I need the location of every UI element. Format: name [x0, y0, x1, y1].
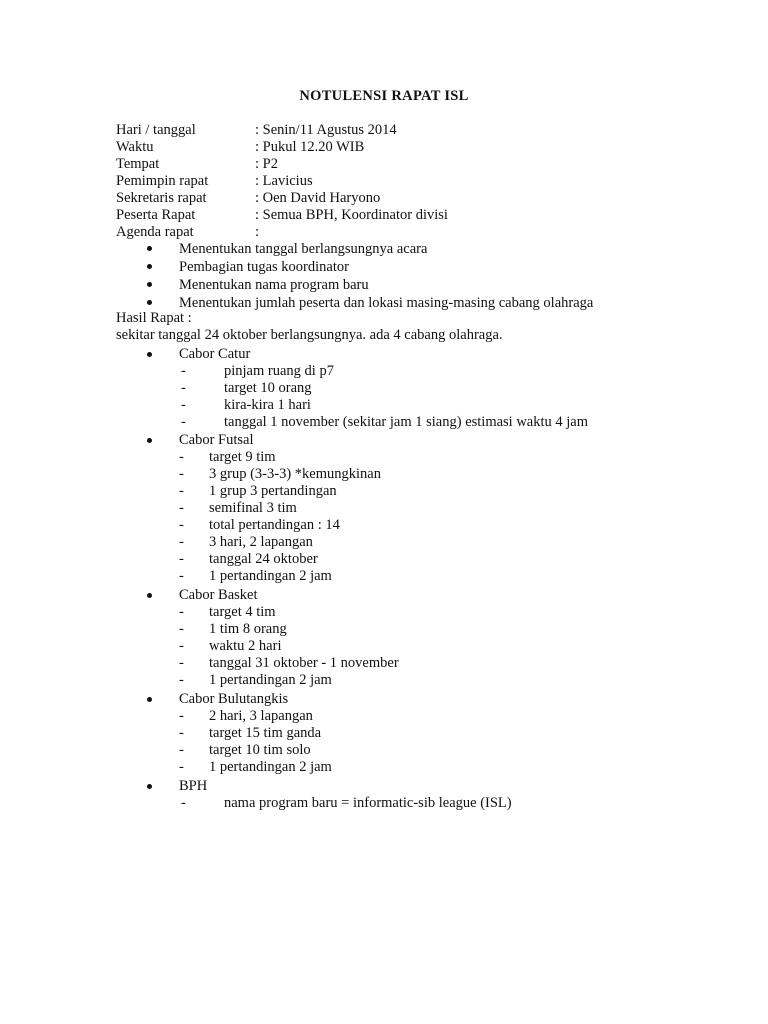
cabor-item: target 10 orang: [224, 380, 312, 396]
dash-icon: -: [179, 725, 184, 741]
bullet-icon: [147, 352, 152, 357]
cabor-item: 1 pertandingan 2 jam: [209, 568, 332, 584]
cabor-item: semifinal 3 tim: [209, 500, 297, 516]
cabor-item: target 9 tim: [209, 449, 276, 465]
dash-icon: -: [179, 672, 184, 688]
cabor-title: Cabor Bulutangkis: [179, 691, 289, 707]
cabor-item: pinjam ruang di p7: [224, 363, 334, 379]
field-value: : Senin/11 Agustus 2014: [255, 122, 397, 138]
agenda-item: Menentukan nama program baru: [179, 277, 369, 293]
cabor-item: 3 hari, 2 lapangan: [209, 534, 313, 550]
bullet-icon: [147, 438, 152, 443]
dash-icon: -: [179, 500, 184, 516]
cabor-title: Cabor Futsal: [179, 432, 254, 448]
bullet-icon: [147, 282, 152, 287]
agenda-item: Menentukan jumlah peserta dan lokasi masing-masing cabang olahraga: [179, 295, 594, 311]
results-summary: sekitar tanggal 24 oktober berlangsungnya. ada 4 cabang olahraga.: [116, 327, 503, 343]
cabor-item: 3 grup (3-3-3) *kemungkinan: [209, 466, 381, 482]
agenda-item: Pembagian tugas koordinator: [179, 259, 349, 275]
cabor-item: tanggal 1 november (sekitar jam 1 siang) estimasi waktu 4 jam: [224, 414, 589, 430]
cabor-item: target 4 tim: [209, 604, 276, 620]
dash-icon: -: [179, 449, 184, 465]
cabor-item: kira-kira 1 hari: [224, 397, 311, 413]
bullet-icon: [147, 300, 152, 305]
cabor-title: Cabor Catur: [179, 346, 251, 362]
cabor-item: 1 tim 8 orang: [209, 621, 287, 637]
dash-icon: -: [179, 742, 184, 758]
dash-icon: -: [179, 483, 184, 499]
results-heading: Hasil Rapat :: [116, 310, 192, 326]
dash-icon: -: [181, 380, 186, 396]
dash-icon: -: [179, 655, 184, 671]
dash-icon: -: [179, 517, 184, 533]
field-value: : Semua BPH, Koordinator divisi: [255, 207, 448, 223]
dash-icon: -: [179, 708, 184, 724]
field-value: : Pukul 12.20 WIB: [255, 139, 365, 155]
cabor-item: total pertandingan : 14: [209, 517, 340, 533]
document-title: NOTULENSI RAPAT ISL: [299, 88, 469, 104]
bullet-icon: [147, 784, 152, 789]
field-label: Waktu: [116, 139, 154, 155]
dash-icon: -: [179, 568, 184, 584]
dash-icon: -: [179, 466, 184, 482]
field-label: Agenda rapat: [116, 224, 194, 240]
dash-icon: -: [181, 795, 186, 811]
cabor-item: target 10 tim solo: [209, 742, 311, 758]
cabor-item: 2 hari, 3 lapangan: [209, 708, 313, 724]
dash-icon: -: [179, 759, 184, 775]
field-value: :: [255, 224, 260, 240]
field-value: : Lavicius: [255, 173, 313, 189]
dash-icon: -: [179, 551, 184, 567]
bullet-icon: [147, 246, 152, 251]
dash-icon: -: [181, 397, 186, 413]
field-value: : P2: [255, 156, 278, 172]
bullet-icon: [147, 593, 152, 598]
cabor-item: waktu 2 hari: [209, 638, 282, 654]
dash-icon: -: [179, 621, 184, 637]
dash-icon: -: [179, 534, 184, 550]
bullet-icon: [147, 697, 152, 702]
dash-icon: -: [181, 414, 186, 430]
dash-icon: -: [181, 363, 186, 379]
cabor-item: tanggal 31 oktober - 1 november: [209, 655, 399, 671]
field-label: Tempat: [116, 156, 160, 172]
cabor-item: target 15 tim ganda: [209, 725, 322, 741]
field-label: Pemimpin rapat: [116, 173, 209, 189]
field-value: : Oen David Haryono: [255, 190, 381, 206]
cabor-title: BPH: [179, 778, 208, 794]
cabor-item: 1 grup 3 pertandingan: [209, 483, 337, 499]
field-label: Hari / tanggal: [116, 122, 196, 138]
field-label: Sekretaris rapat: [116, 190, 207, 206]
bullet-icon: [147, 264, 152, 269]
dash-icon: -: [179, 604, 184, 620]
cabor-item: nama program baru = informatic-sib league (ISL): [224, 795, 512, 811]
field-label: Peserta Rapat: [116, 207, 196, 223]
cabor-title: Cabor Basket: [179, 587, 258, 603]
cabor-item: 1 pertandingan 2 jam: [209, 759, 332, 775]
cabor-item: 1 pertandingan 2 jam: [209, 672, 332, 688]
dash-icon: -: [179, 638, 184, 654]
agenda-item: Menentukan tanggal berlangsungnya acara: [179, 241, 428, 257]
cabor-item: tanggal 24 oktober: [209, 551, 318, 567]
